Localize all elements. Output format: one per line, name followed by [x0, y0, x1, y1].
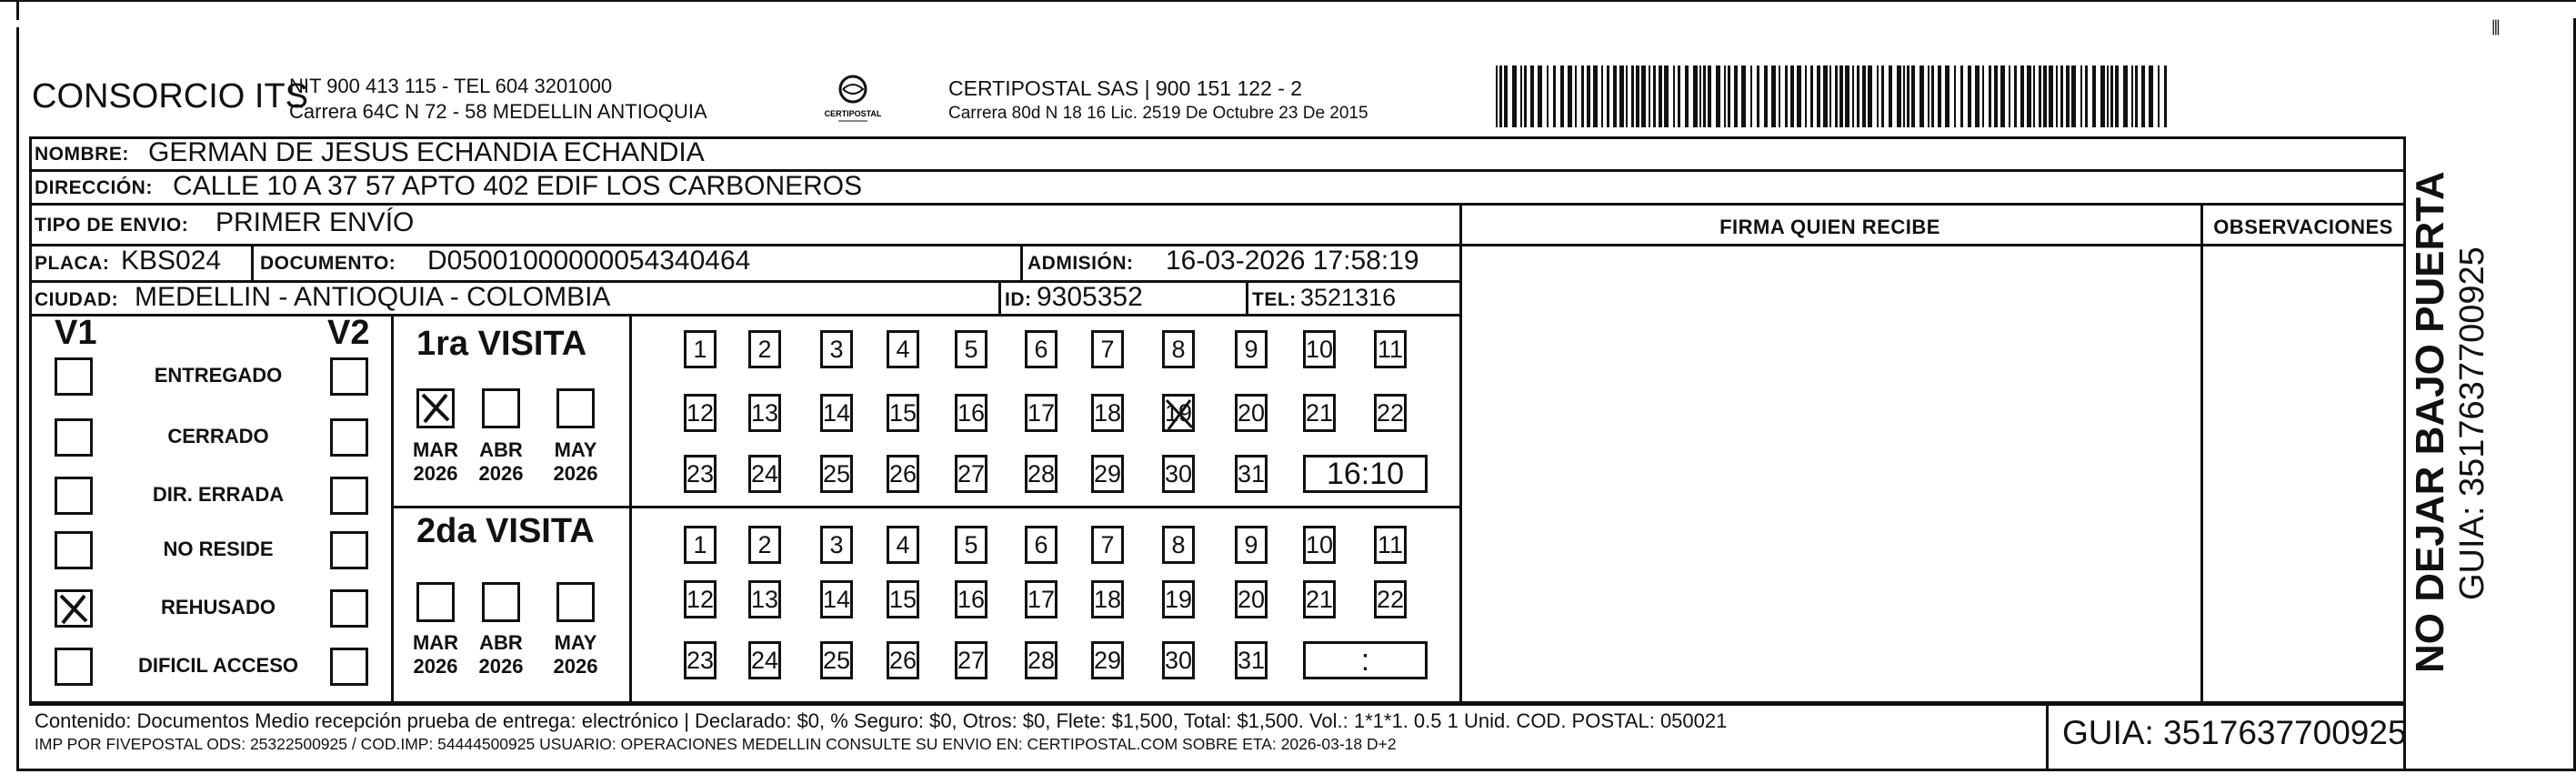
barcode-bar [1499, 65, 1502, 127]
firma-divider [1459, 203, 1462, 705]
barcode-bar [1547, 65, 1549, 127]
barcode-bar [2149, 65, 2153, 127]
v1-checkbox[interactable] [55, 418, 93, 457]
visit1-day-box[interactable]: 15 [887, 394, 919, 432]
visit2-day-box[interactable]: 8 [1162, 526, 1195, 564]
barcode-bar [1613, 65, 1617, 127]
frame-left [16, 27, 19, 769]
barcode-bar [2164, 65, 2167, 127]
footer-line1: Contenido: Documentos Medio recepción prueba de entrega: electrónico | Declarado: $0, % Seguro: $0, Otros: $0, Flete: $1,500, Total: $1,500. Vol.: 1*1*1. 0.5 1 Unid. COD. POSTAL: 050021 [35, 709, 1728, 732]
tipo-value: PRIMER ENVÍO [216, 207, 415, 237]
visit2-day-box[interactable]: 7 [1091, 526, 1124, 564]
v1-checkbox[interactable] [55, 589, 93, 628]
barcode-bar [1835, 65, 1838, 127]
visit1-day-box[interactable]: 22 [1374, 394, 1407, 432]
side-warning: NO DEJAR BAJO PUERTA [2408, 171, 2452, 673]
visit2-day-box[interactable]: 14 [820, 580, 853, 618]
barcode-bar [2100, 65, 2105, 127]
barcode-bar [1881, 65, 1884, 127]
barcode-bar [1857, 65, 1859, 127]
visit1-month-label: MAY 2026 [553, 438, 598, 485]
barcode-bar [1587, 65, 1590, 127]
v2-header: V2 [327, 314, 370, 352]
ciudad-label: CIUDAD: [35, 289, 119, 310]
documento-value: D05001000000054340464 [427, 246, 751, 276]
barcode-bar [1975, 65, 1980, 127]
visit2-day-box[interactable]: 25 [820, 641, 853, 679]
visit1-day-box[interactable]: 28 [1025, 455, 1057, 493]
visit2-day-box[interactable]: 19 [1162, 580, 1195, 618]
barcode-bar [1575, 65, 1577, 127]
visit-divider [391, 506, 1459, 508]
barcode-bar [1829, 65, 1831, 127]
barcode-bar [2009, 65, 2010, 127]
visit1-day-box[interactable]: 31 [1235, 455, 1268, 493]
barcode-bar [1734, 65, 1738, 127]
barcode-bar [1653, 65, 1656, 127]
visit2-day-box[interactable]: 21 [1303, 580, 1336, 618]
barcode-bar [1817, 65, 1820, 127]
top-edge-line [0, 0, 2576, 2]
v1-checkbox[interactable] [55, 477, 93, 515]
barcode-bar [2000, 65, 2005, 127]
v2-checkbox[interactable] [330, 531, 368, 569]
v2-checkbox[interactable] [330, 477, 368, 515]
barcode-bar [1581, 65, 1584, 127]
visit1-day-box[interactable]: 12 [684, 394, 717, 432]
barcode-bar [2131, 65, 2133, 127]
v1-header: V1 [55, 314, 97, 352]
visit1-day-box[interactable]: 18 [1091, 394, 1124, 432]
barcode-bar [1664, 65, 1669, 127]
status-reason-label: DIFICIL ACCESO [137, 654, 298, 677]
visit1-month-checkbox[interactable] [556, 388, 595, 428]
barcode-bar [1659, 65, 1662, 127]
barcode-bar [1560, 65, 1564, 127]
certipostal-logo [824, 71, 882, 126]
barcode-bar [1845, 65, 1849, 127]
visit1-day-box[interactable]: 24 [748, 455, 781, 493]
visit2-day-box[interactable]: 28 [1025, 641, 1057, 679]
footer-guia-divider [2046, 703, 2049, 769]
barcode-bar [1797, 65, 1801, 127]
visit1-month-checkbox[interactable] [416, 388, 455, 428]
tel-label: TEL: [1252, 289, 1297, 310]
visit1-day-box[interactable]: 29 [1091, 455, 1124, 493]
barcode-bar [1989, 65, 1991, 127]
status-reason-label: ENTREGADO [154, 364, 283, 387]
visit2-month-checkbox[interactable] [556, 582, 595, 622]
barcode-bar [2014, 65, 2017, 127]
visit1-day-box[interactable]: 13 [748, 394, 781, 432]
barcode-bar [1790, 65, 1794, 127]
barcode-bar [1994, 65, 1998, 127]
visit1-day-box[interactable]: 5 [955, 330, 987, 368]
visit2-day-box[interactable]: 17 [1025, 580, 1057, 618]
barcode-bar [2049, 65, 2053, 127]
barcode-bar [1504, 65, 1508, 127]
barcode-bar [2085, 65, 2088, 127]
visit2-month-label: MAY 2026 [553, 631, 598, 678]
admision-value: 16-03-2026 17:58:19 [1166, 246, 1419, 276]
barcode-bar [1931, 65, 1934, 127]
barcode-bar [2027, 65, 2031, 127]
status-divider [391, 314, 394, 705]
visit2-day-box[interactable]: 9 [1235, 526, 1268, 564]
visit2-day-box[interactable]: 29 [1091, 641, 1124, 679]
visit1-day-box[interactable]: 11 [1374, 330, 1407, 368]
id-value: 9305352 [1037, 282, 1143, 312]
barcode-bar [1512, 65, 1517, 127]
carrier-license: Carrera 80d N 18 16 Lic. 2519 De Octubre 23 De 2015 [948, 104, 1368, 123]
placa-label: PLACA: [35, 253, 110, 274]
tipo-label: TIPO DE ENVIO: [35, 215, 189, 236]
barcode-bar [1954, 65, 1956, 127]
v2-checkbox[interactable] [330, 357, 368, 396]
barcode-bar [1928, 65, 1929, 127]
barcode-bar [1496, 65, 1498, 127]
carrier-info: CERTIPOSTAL SAS | 900 151 122 - 2 [948, 76, 1303, 100]
barcode-bar [1693, 65, 1698, 127]
visit2-day-box[interactable]: 18 [1091, 580, 1124, 618]
tel-value: 3521316 [1300, 284, 1397, 311]
barcode-bar [2020, 65, 2024, 127]
barcode-bar [1911, 65, 1915, 127]
visit1-time-box[interactable]: 16:10 [1303, 455, 1428, 493]
barcode [1496, 65, 2178, 127]
barcode-bar [1982, 65, 1984, 127]
visit2-day-box[interactable]: 13 [748, 580, 781, 618]
v2-checkbox[interactable] [330, 418, 368, 457]
barcode-bar [1568, 65, 1572, 127]
barcode-bar [2135, 65, 2138, 127]
barcode-bar [1868, 65, 1872, 127]
barcode-bar [1649, 65, 1650, 127]
barcode-bar [2066, 65, 2070, 127]
visit2-month-checkbox[interactable] [416, 582, 455, 622]
barcode-bar [2115, 65, 2119, 127]
barcode-bar [1960, 65, 1963, 127]
visit2-day-box[interactable]: 3 [820, 526, 853, 564]
status-reason-label: REHUSADO [161, 596, 276, 618]
barcode-bar [1553, 65, 1556, 127]
visit1-month-checkbox[interactable] [482, 388, 520, 428]
visit2-day-box[interactable]: 11 [1374, 526, 1407, 564]
visit1-day-box[interactable]: 17 [1025, 394, 1057, 432]
visit1-month-label: ABR 2026 [478, 438, 524, 485]
visit2-month-label: MAR 2026 [412, 631, 459, 678]
firma-header: FIRMA QUIEN RECIBE [1719, 216, 1940, 238]
visit2-day-box[interactable]: 31 [1235, 641, 1268, 679]
nombre-label: NOMBRE: [35, 144, 129, 165]
barcode-bar [1757, 65, 1759, 127]
visit2-day-box[interactable]: 15 [887, 580, 919, 618]
barcode-bar [1724, 65, 1726, 127]
footer-line [29, 703, 2406, 706]
visit1-day-box[interactable]: 3 [820, 330, 853, 368]
barcode-bar [1889, 65, 1892, 127]
footer-line2: IMP POR FIVEPOSTAL ODS: 25322500925 / COD.IMP: 54444500925 USUARIO: OPERACIONES MEDELLIN CONSULTE SU ENVIO EN: CERTIPOSTAL.COM SOBRE ETA: 2026-03-18 D+2 [35, 735, 1397, 753]
barcode-bar [2033, 65, 2035, 127]
barcode-bar [2080, 65, 2082, 127]
barcode-bar [2060, 65, 2063, 127]
documento-label: DOCUMENTO: [260, 253, 396, 274]
admision-divider [1020, 244, 1023, 280]
side-guia: GUIA: 3517637700925 [2453, 246, 2491, 600]
visit2-day-box[interactable]: 4 [887, 526, 919, 564]
barcode-bar [1520, 65, 1522, 127]
barcode-bar [1619, 65, 1624, 127]
barcode-bar [1764, 65, 1768, 127]
id-label: ID: [1005, 289, 1032, 310]
status-reason-label: NO RESIDE [163, 538, 274, 560]
tel-divider [1246, 280, 1248, 314]
barcode-bar [1805, 65, 1807, 127]
v1-checkbox[interactable] [55, 357, 93, 396]
barcode-bar [1636, 65, 1639, 127]
firma-header-line [1459, 244, 2406, 246]
barcode-bar [1699, 65, 1701, 127]
barcode-bar [1839, 65, 1843, 127]
barcode-bar [1907, 65, 1909, 127]
observaciones-header: OBSERVACIONES [2213, 216, 2393, 238]
svg-text:CERTIPOSTAL: CERTIPOSTAL [824, 109, 882, 118]
visit2-day-box[interactable]: 10 [1303, 526, 1336, 564]
status-reason-label: CERRADO [167, 425, 269, 447]
row-line-5 [29, 314, 1459, 317]
company-nit: NIT 900 413 115 - TEL 604 3201000 [289, 75, 613, 97]
ciudad-value: MEDELLIN - ANTIOQUIA - COLOMBIA [135, 282, 611, 312]
barcode-bar [1685, 65, 1689, 127]
visit2-time-box[interactable]: : [1303, 641, 1428, 679]
barcode-bar [1593, 65, 1598, 127]
visit1-day-box[interactable]: 19 [1162, 394, 1195, 432]
barcode-bar [2123, 65, 2128, 127]
visit1-day-box[interactable]: 8 [1162, 330, 1195, 368]
visit1-day-box[interactable]: 7 [1091, 330, 1124, 368]
visit2-day-box[interactable]: 12 [684, 580, 717, 618]
visit2-day-box[interactable]: 27 [955, 641, 987, 679]
visit1-day-box[interactable]: 30 [1162, 455, 1195, 493]
barcode-bar [1877, 65, 1879, 127]
v2-checkbox[interactable] [330, 589, 368, 628]
barcode-bar [1771, 65, 1776, 127]
barcode-bar [1741, 65, 1746, 127]
v1-checkbox[interactable] [55, 648, 93, 686]
barcode-bar [1862, 65, 1866, 127]
visit1-day-box[interactable]: 21 [1303, 394, 1336, 432]
v1-checkbox[interactable] [55, 531, 93, 569]
visit1-day-box[interactable]: 26 [887, 455, 919, 493]
visit1-day-box[interactable]: 6 [1025, 330, 1057, 368]
visit2-day-box[interactable]: 26 [887, 641, 919, 679]
barcode-bar [2092, 65, 2096, 127]
barcode-bar [2043, 65, 2047, 127]
barcode-bar [1626, 65, 1628, 127]
company-address: Carrera 64C N 72 - 58 MEDELLIN ANTIOQUIA [289, 100, 707, 123]
visit1-day-box[interactable]: 4 [887, 330, 919, 368]
company-name: CONSORCIO ITS [32, 77, 309, 116]
barcode-bar [1852, 65, 1854, 127]
barcode-bar [1607, 65, 1609, 127]
edge-mark: ⦀ [2491, 16, 2501, 39]
barcode-bar [2039, 65, 2041, 127]
placa-value: KBS024 [121, 246, 222, 276]
barcode-bar [1673, 65, 1675, 127]
visit1-month-label: MAR 2026 [412, 438, 459, 485]
barcode-bar [1919, 65, 1924, 127]
barcode-bar [2110, 65, 2113, 127]
id-divider [998, 280, 1001, 314]
barcode-bar [1538, 65, 1542, 127]
visit2-day-box[interactable]: 24 [748, 641, 781, 679]
row-line-2 [29, 203, 2406, 206]
visit1-day-box[interactable]: 2 [748, 330, 781, 368]
visit2-day-box[interactable]: 30 [1162, 641, 1195, 679]
barcode-bar [1823, 65, 1828, 127]
visit1-day-box[interactable]: 25 [820, 455, 853, 493]
barcode-bar [1938, 65, 1941, 127]
visit1-day-box[interactable]: 10 [1303, 330, 1336, 368]
barcode-bar [2056, 65, 2058, 127]
months-divider [629, 314, 632, 705]
barcode-bar [1779, 65, 1780, 127]
barcode-bar [1968, 65, 1971, 127]
visit1-day-box[interactable]: 9 [1235, 330, 1268, 368]
barcode-bar [1750, 65, 1752, 127]
visit1-day-box[interactable]: 1 [684, 330, 717, 368]
barcode-bar [1716, 65, 1720, 127]
barcode-bar [1641, 65, 1646, 127]
barcode-bar [2141, 65, 2145, 127]
visit2-day-box[interactable]: 6 [1025, 526, 1057, 564]
visit1-day-box[interactable]: 20 [1235, 394, 1268, 432]
obs-divider [2200, 203, 2203, 705]
visit1-day-box[interactable]: 14 [820, 394, 853, 432]
visit1-day-box[interactable]: 23 [684, 455, 717, 493]
barcode-bar [1945, 65, 1950, 127]
barcode-bar [2071, 65, 2076, 127]
barcode-bar [1678, 65, 1680, 127]
visit1-title: 1ra VISITA [416, 325, 587, 363]
visit2-day-box[interactable]: 2 [748, 526, 781, 564]
admision-label: ADMISIÓN: [1027, 253, 1134, 274]
visit2-month-checkbox[interactable] [482, 582, 520, 622]
placa-divider [251, 244, 254, 280]
barcode-bar [2158, 65, 2160, 127]
barcode-bar [1810, 65, 1813, 127]
visit2-day-box[interactable]: 20 [1235, 580, 1268, 618]
visit2-month-label: ABR 2026 [478, 631, 524, 678]
direccion-label: DIRECCIÓN: [35, 177, 153, 198]
barcode-bar [1524, 65, 1527, 127]
visit2-title: 2da VISITA [416, 512, 595, 550]
visit2-day-box[interactable]: 5 [955, 526, 987, 564]
barcode-bar [1703, 65, 1706, 127]
barcode-bar [1601, 65, 1603, 127]
footer-guia: GUIA: 3517637700925 [2062, 714, 2407, 751]
visit1-day-box[interactable]: 27 [955, 455, 987, 493]
nombre-value: GERMAN DE JESUS ECHANDIA ECHANDIA [148, 137, 705, 167]
status-reason-label: DIR. ERRADA [152, 483, 285, 506]
visit2-day-box[interactable]: 1 [684, 526, 717, 564]
barcode-bar [1708, 65, 1711, 127]
barcode-bar [1530, 65, 1534, 127]
visit2-day-box[interactable]: 16 [955, 580, 987, 618]
barcode-bar [1785, 65, 1788, 127]
barcode-bar [1631, 65, 1634, 127]
corner-tick [16, 0, 19, 20]
direccion-value: CALLE 10 A 37 57 APTO 402 EDIF LOS CARBONEROS [173, 171, 863, 201]
barcode-bar [2107, 65, 2109, 127]
barcode-bar [1897, 65, 1901, 127]
visit2-day-box[interactable]: 22 [1374, 580, 1407, 618]
barcode-bar [1728, 65, 1730, 127]
visit2-day-box[interactable]: 23 [684, 641, 717, 679]
visit1-day-box[interactable]: 16 [955, 394, 987, 432]
v2-checkbox[interactable] [330, 648, 368, 686]
barcode-bar [1903, 65, 1905, 127]
frame-bottom [16, 769, 2576, 771]
